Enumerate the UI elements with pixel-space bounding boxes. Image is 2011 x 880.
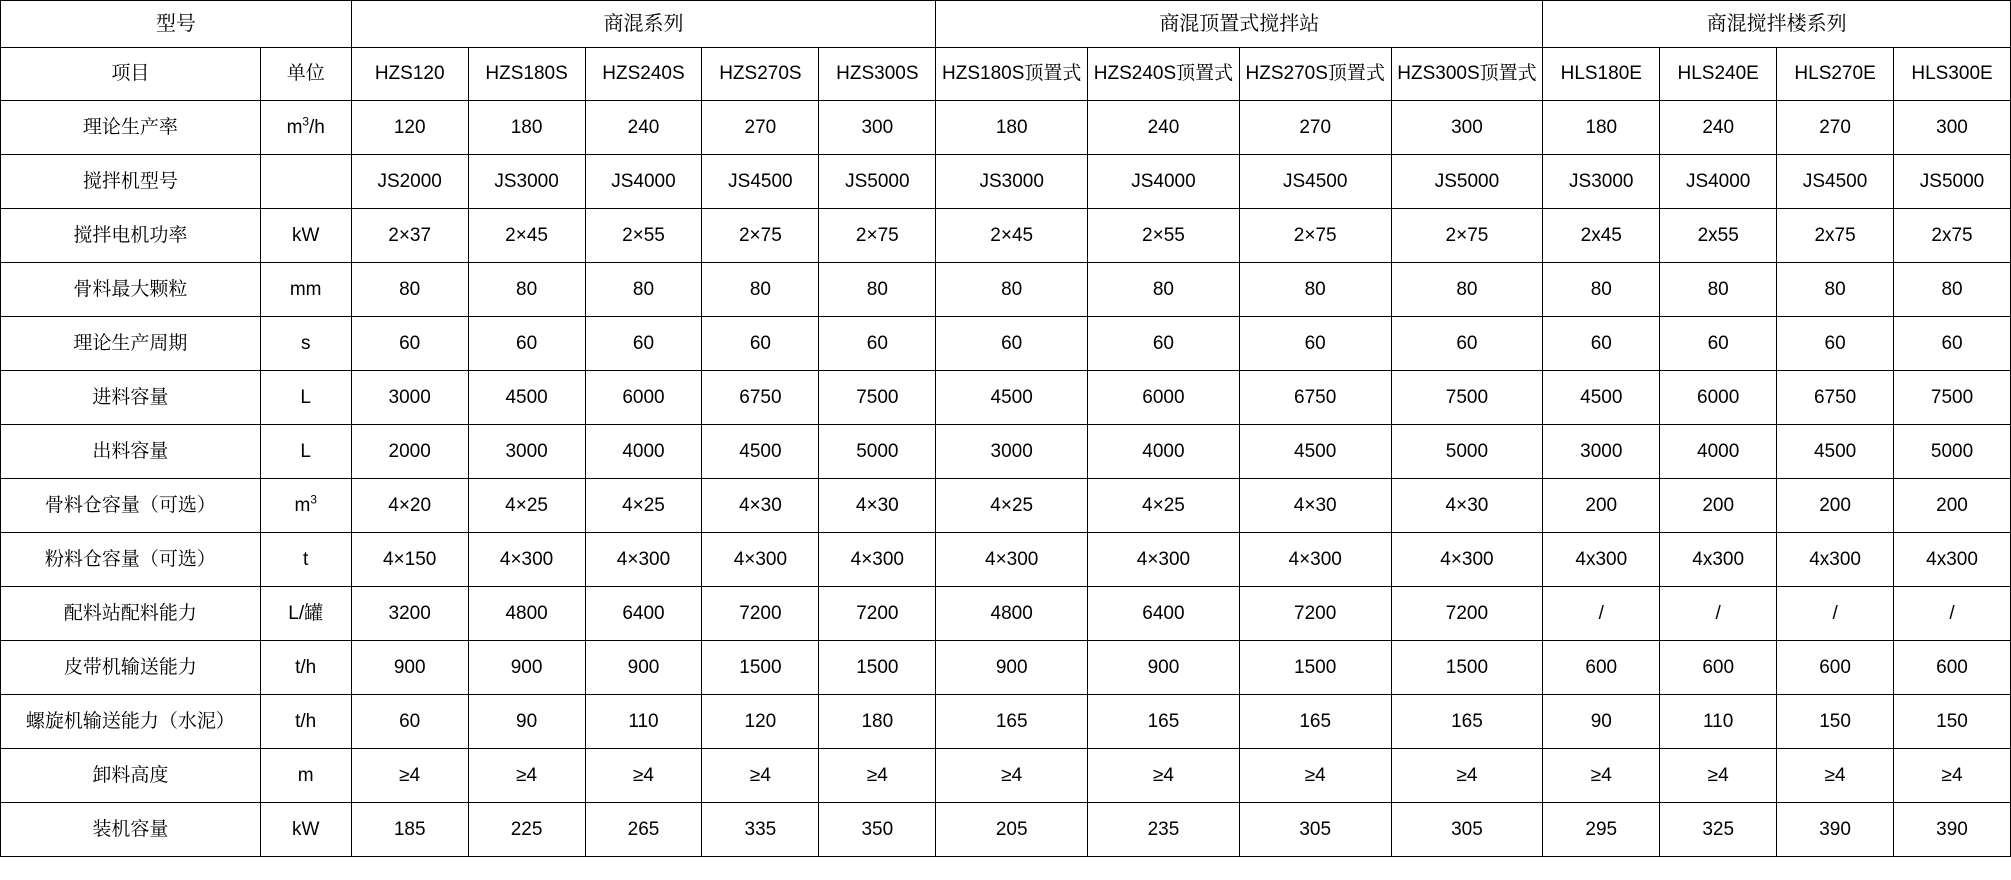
cell-value: 4×30 <box>819 479 936 533</box>
table-header-model-8: HZS300S顶置式 <box>1391 48 1543 101</box>
cell-value: 240 <box>585 101 702 155</box>
cell-value: 7200 <box>819 587 936 641</box>
cell-value: 60 <box>468 317 585 371</box>
cell-value: 270 <box>702 101 819 155</box>
cell-value: 150 <box>1777 695 1894 749</box>
table-header-model-5: HZS180S顶置式 <box>936 48 1088 101</box>
cell-value: 4×300 <box>1391 533 1543 587</box>
table-header-model-1: HZS180S <box>468 48 585 101</box>
table-header-model-10: HLS240E <box>1660 48 1777 101</box>
cell-value: 205 <box>936 803 1088 857</box>
cell-value: 185 <box>351 803 468 857</box>
cell-value: 390 <box>1777 803 1894 857</box>
cell-value: 90 <box>468 695 585 749</box>
table-row <box>1 209 2011 263</box>
cell-value: 165 <box>936 695 1088 749</box>
table-row <box>1 479 2011 533</box>
cell-value: 900 <box>351 641 468 695</box>
cell-value: 7200 <box>702 587 819 641</box>
table-body <box>1 1 2011 857</box>
cell-value: 900 <box>936 641 1088 695</box>
row-label: 理论生产率 <box>1 101 261 155</box>
row-label: 螺旋机输送能力（水泥） <box>1 695 261 749</box>
cell-value: 600 <box>1543 641 1660 695</box>
cell-value: 110 <box>1660 695 1777 749</box>
cell-value: ≥4 <box>1543 749 1660 803</box>
cell-value: 300 <box>1894 101 2011 155</box>
cell-value: 80 <box>1088 263 1240 317</box>
cell-value: 180 <box>1543 101 1660 155</box>
cell-value: 1500 <box>702 641 819 695</box>
cell-value: 7500 <box>1391 371 1543 425</box>
cell-value: 80 <box>585 263 702 317</box>
cell-value: 5000 <box>1894 425 2011 479</box>
cell-value: ≥4 <box>702 749 819 803</box>
cell-value: 110 <box>585 695 702 749</box>
row-label: 搅拌机型号 <box>1 155 261 209</box>
table-group-header-1: 商混顶置式搅拌站 <box>936 1 1543 48</box>
cell-value: 80 <box>1543 263 1660 317</box>
cell-value: 6750 <box>1777 371 1894 425</box>
cell-value: 6000 <box>1088 371 1240 425</box>
cell-value: 4×30 <box>1239 479 1391 533</box>
row-unit: L <box>260 371 351 425</box>
cell-value: 265 <box>585 803 702 857</box>
table-row <box>1 425 2011 479</box>
cell-value: 1500 <box>1391 641 1543 695</box>
cell-value: 900 <box>468 641 585 695</box>
cell-value: 80 <box>1239 263 1391 317</box>
cell-value: 4500 <box>936 371 1088 425</box>
cell-value: 6400 <box>585 587 702 641</box>
cell-value: ≥4 <box>1239 749 1391 803</box>
row-unit: L <box>260 425 351 479</box>
cell-value: 350 <box>819 803 936 857</box>
cell-value: 600 <box>1660 641 1777 695</box>
cell-value: 6750 <box>702 371 819 425</box>
table-header-model-11: HLS270E <box>1777 48 1894 101</box>
row-label: 配料站配料能力 <box>1 587 261 641</box>
cell-value: 4500 <box>468 371 585 425</box>
cell-value: 60 <box>585 317 702 371</box>
table-row <box>1 803 2011 857</box>
table-row <box>1 749 2011 803</box>
cell-value: 4x300 <box>1660 533 1777 587</box>
cell-value: JS5000 <box>1391 155 1543 209</box>
cell-value: 6400 <box>1088 587 1240 641</box>
row-label: 骨料最大颗粒 <box>1 263 261 317</box>
cell-value: JS4500 <box>1777 155 1894 209</box>
cell-value: 4x300 <box>1543 533 1660 587</box>
cell-value: 3000 <box>351 371 468 425</box>
cell-value: ≥4 <box>1660 749 1777 803</box>
cell-value: 240 <box>1660 101 1777 155</box>
cell-value: 7500 <box>1894 371 2011 425</box>
cell-value: JS3000 <box>468 155 585 209</box>
cell-value: 305 <box>1391 803 1543 857</box>
cell-value: ≥4 <box>468 749 585 803</box>
cell-value: 4000 <box>585 425 702 479</box>
table-row <box>1 263 2011 317</box>
cell-value: JS4000 <box>585 155 702 209</box>
cell-value: / <box>1894 587 2011 641</box>
cell-value: JS4000 <box>1088 155 1240 209</box>
cell-value: JS5000 <box>819 155 936 209</box>
cell-value: 2x55 <box>1660 209 1777 263</box>
cell-value: 4×300 <box>702 533 819 587</box>
cell-value: ≥4 <box>1894 749 2011 803</box>
cell-value: JS3000 <box>1543 155 1660 209</box>
cell-value: JS4500 <box>702 155 819 209</box>
cell-value: 60 <box>1777 317 1894 371</box>
cell-value: 120 <box>351 101 468 155</box>
cell-value: 80 <box>702 263 819 317</box>
cell-value: 80 <box>1391 263 1543 317</box>
cell-value: 4×300 <box>468 533 585 587</box>
cell-value: 2000 <box>351 425 468 479</box>
cell-value: 4×25 <box>468 479 585 533</box>
table-row <box>1 641 2011 695</box>
row-unit: $m^3/h$ <box>260 101 351 155</box>
cell-value: 2×75 <box>1391 209 1543 263</box>
cell-value: 3000 <box>468 425 585 479</box>
cell-value: 165 <box>1239 695 1391 749</box>
table-row <box>1 101 2011 155</box>
cell-value: 7200 <box>1239 587 1391 641</box>
cell-value: JS3000 <box>936 155 1088 209</box>
cell-value: JS2000 <box>351 155 468 209</box>
cell-value: 60 <box>1543 317 1660 371</box>
table-header-unit: 单位 <box>260 48 351 101</box>
cell-value: 3000 <box>1543 425 1660 479</box>
cell-value: 335 <box>702 803 819 857</box>
cell-value: ≥4 <box>585 749 702 803</box>
row-unit: kW <box>260 803 351 857</box>
cell-value: 180 <box>936 101 1088 155</box>
row-unit: s <box>260 317 351 371</box>
cell-value: 2×45 <box>936 209 1088 263</box>
cell-value: 600 <box>1777 641 1894 695</box>
table-corner-label: 型号 <box>1 1 352 48</box>
cell-value: 3200 <box>351 587 468 641</box>
cell-value: ≥4 <box>351 749 468 803</box>
cell-value: 60 <box>1239 317 1391 371</box>
table-column-header-row <box>1 48 2011 101</box>
cell-value: 165 <box>1088 695 1240 749</box>
cell-value: 270 <box>1777 101 1894 155</box>
row-label: 骨料仓容量（可选） <box>1 479 261 533</box>
cell-value: 2x75 <box>1777 209 1894 263</box>
cell-value: 4×300 <box>936 533 1088 587</box>
cell-value: 60 <box>1391 317 1543 371</box>
cell-value: 165 <box>1391 695 1543 749</box>
cell-value: 4000 <box>1660 425 1777 479</box>
cell-value: 6750 <box>1239 371 1391 425</box>
cell-value: 240 <box>1088 101 1240 155</box>
cell-value: 305 <box>1239 803 1391 857</box>
cell-value: 4800 <box>468 587 585 641</box>
cell-value: 270 <box>1239 101 1391 155</box>
cell-value: 4500 <box>1777 425 1894 479</box>
cell-value: 150 <box>1894 695 2011 749</box>
cell-value: 80 <box>1660 263 1777 317</box>
row-label: 装机容量 <box>1 803 261 857</box>
table-row <box>1 695 2011 749</box>
cell-value: 4×300 <box>1088 533 1240 587</box>
cell-value: ≥4 <box>819 749 936 803</box>
cell-value: 4800 <box>936 587 1088 641</box>
cell-value: 2×75 <box>702 209 819 263</box>
table-row <box>1 533 2011 587</box>
cell-value: 5000 <box>1391 425 1543 479</box>
cell-value: 60 <box>351 317 468 371</box>
cell-value: 80 <box>468 263 585 317</box>
cell-value: 90 <box>1543 695 1660 749</box>
cell-value: 235 <box>1088 803 1240 857</box>
cell-value: 60 <box>351 695 468 749</box>
cell-value: 80 <box>819 263 936 317</box>
cell-value: 2x45 <box>1543 209 1660 263</box>
row-label: 理论生产周期 <box>1 317 261 371</box>
table-row <box>1 155 2011 209</box>
cell-value: 60 <box>936 317 1088 371</box>
cell-value: / <box>1543 587 1660 641</box>
cell-value: 4×25 <box>1088 479 1240 533</box>
table-group-header-row <box>1 1 2011 48</box>
cell-value: 225 <box>468 803 585 857</box>
cell-value: 300 <box>819 101 936 155</box>
cell-value: 6000 <box>1660 371 1777 425</box>
cell-value: 200 <box>1894 479 2011 533</box>
cell-value: 200 <box>1777 479 1894 533</box>
cell-value: JS4500 <box>1239 155 1391 209</box>
cell-value: ≥4 <box>1777 749 1894 803</box>
cell-value: ≥4 <box>936 749 1088 803</box>
cell-value: 4×150 <box>351 533 468 587</box>
cell-value: 295 <box>1543 803 1660 857</box>
cell-value: 180 <box>819 695 936 749</box>
row-unit: m <box>260 749 351 803</box>
cell-value: 2×55 <box>585 209 702 263</box>
cell-value: 60 <box>702 317 819 371</box>
table-row <box>1 587 2011 641</box>
cell-value: 4×300 <box>1239 533 1391 587</box>
cell-value: ≥4 <box>1391 749 1543 803</box>
cell-value: 4×20 <box>351 479 468 533</box>
cell-value: 2×55 <box>1088 209 1240 263</box>
table-header-item: 项目 <box>1 48 261 101</box>
cell-value: 5000 <box>819 425 936 479</box>
table-header-model-12: HLS300E <box>1894 48 2011 101</box>
cell-value: 325 <box>1660 803 1777 857</box>
row-unit: mm <box>260 263 351 317</box>
cell-value: 390 <box>1894 803 2011 857</box>
cell-value: 4x300 <box>1777 533 1894 587</box>
cell-value: 7200 <box>1391 587 1543 641</box>
cell-value: 200 <box>1543 479 1660 533</box>
row-unit: t <box>260 533 351 587</box>
table-header-model-3: HZS270S <box>702 48 819 101</box>
cell-value: 4000 <box>1088 425 1240 479</box>
table-group-header-2: 商混搅拌楼系列 <box>1543 1 2011 48</box>
cell-value: 1500 <box>819 641 936 695</box>
cell-value: 4500 <box>702 425 819 479</box>
cell-value: 60 <box>819 317 936 371</box>
row-unit: $m^3$ <box>260 479 351 533</box>
cell-value: 60 <box>1894 317 2011 371</box>
cell-value: 180 <box>468 101 585 155</box>
cell-value: 4×25 <box>936 479 1088 533</box>
row-unit: L/罐 <box>260 587 351 641</box>
cell-value: 80 <box>1894 263 2011 317</box>
cell-value: 900 <box>585 641 702 695</box>
table-row <box>1 317 2011 371</box>
cell-value: 80 <box>1777 263 1894 317</box>
table-header-model-6: HZS240S顶置式 <box>1088 48 1240 101</box>
cell-value: 300 <box>1391 101 1543 155</box>
row-label: 粉料仓容量（可选） <box>1 533 261 587</box>
cell-value: 1500 <box>1239 641 1391 695</box>
cell-value: 120 <box>702 695 819 749</box>
table-header-model-0: HZS120 <box>351 48 468 101</box>
cell-value: 4500 <box>1239 425 1391 479</box>
cell-value: JS4000 <box>1660 155 1777 209</box>
cell-value: 4x300 <box>1894 533 2011 587</box>
table-header-model-7: HZS270S顶置式 <box>1239 48 1391 101</box>
cell-value: 900 <box>1088 641 1240 695</box>
row-unit: t/h <box>260 695 351 749</box>
cell-value: 2×37 <box>351 209 468 263</box>
row-unit: t/h <box>260 641 351 695</box>
table-group-header-0: 商混系列 <box>351 1 936 48</box>
cell-value: 4×300 <box>585 533 702 587</box>
cell-value: 6000 <box>585 371 702 425</box>
cell-value: 4500 <box>1543 371 1660 425</box>
cell-value: 4×25 <box>585 479 702 533</box>
cell-value: 60 <box>1660 317 1777 371</box>
row-label: 卸料高度 <box>1 749 261 803</box>
cell-value: 4×300 <box>819 533 936 587</box>
cell-value: 2×75 <box>1239 209 1391 263</box>
cell-value: 2×75 <box>819 209 936 263</box>
row-label: 皮带机输送能力 <box>1 641 261 695</box>
cell-value: 3000 <box>936 425 1088 479</box>
table-header-model-4: HZS300S <box>819 48 936 101</box>
cell-value: 4×30 <box>1391 479 1543 533</box>
row-unit <box>260 155 351 209</box>
table-header-model-2: HZS240S <box>585 48 702 101</box>
cell-value: 7500 <box>819 371 936 425</box>
cell-value: 2×45 <box>468 209 585 263</box>
cell-value: 2x75 <box>1894 209 2011 263</box>
cell-value: 60 <box>1088 317 1240 371</box>
row-label: 搅拌电机功率 <box>1 209 261 263</box>
cell-value: ≥4 <box>1088 749 1240 803</box>
table-header-model-9: HLS180E <box>1543 48 1660 101</box>
row-unit: kW <box>260 209 351 263</box>
cell-value: / <box>1777 587 1894 641</box>
cell-value: 80 <box>936 263 1088 317</box>
cell-value: 80 <box>351 263 468 317</box>
cell-value: 600 <box>1894 641 2011 695</box>
cell-value: 200 <box>1660 479 1777 533</box>
cell-value: 4×30 <box>702 479 819 533</box>
table-row <box>1 371 2011 425</box>
cell-value: JS5000 <box>1894 155 2011 209</box>
row-label: 进料容量 <box>1 371 261 425</box>
row-label: 出料容量 <box>1 425 261 479</box>
cell-value: / <box>1660 587 1777 641</box>
